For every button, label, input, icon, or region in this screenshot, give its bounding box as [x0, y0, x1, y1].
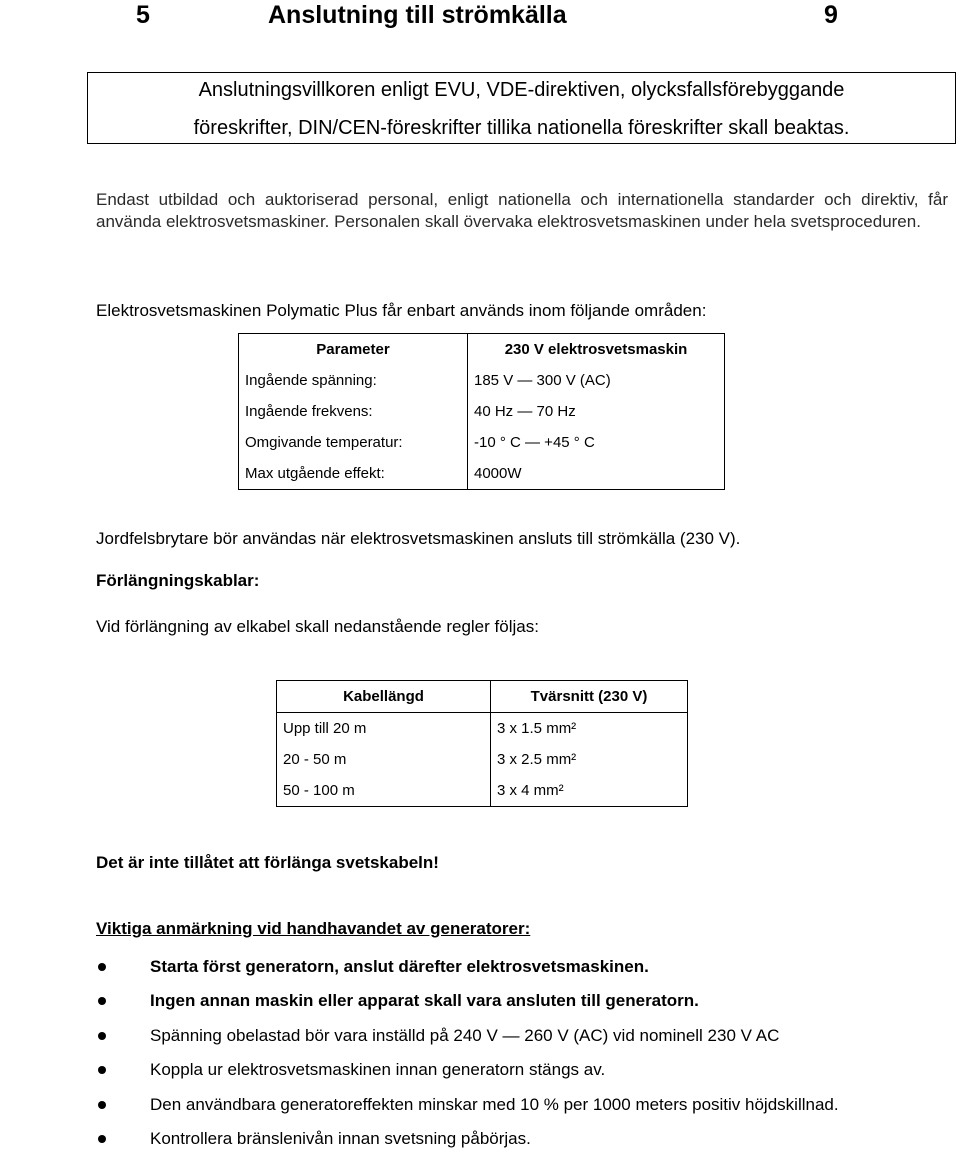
spec-table	[238, 333, 725, 490]
bullet-icon	[98, 1135, 106, 1143]
cable-table	[276, 680, 688, 807]
spec-cell: Max utgående effekt:	[239, 458, 468, 490]
list-item	[96, 950, 946, 984]
bullet-icon	[98, 997, 106, 1005]
bullet-icon	[98, 1032, 106, 1040]
cable-table-header	[277, 681, 688, 713]
spec-cell: Omgivande temperatur:	[239, 427, 468, 458]
spec-cell: 4000W	[468, 458, 725, 490]
extension-heading: Förlängningskablar:	[96, 571, 260, 590]
cable-cell: 3 x 4 mm²	[491, 775, 688, 807]
spec-header-parameter: Parameter	[239, 334, 468, 366]
bullet-icon	[98, 963, 106, 971]
table-row	[239, 365, 725, 396]
spec-cell: Ingående frekvens:	[239, 396, 468, 427]
regulations-notice-box	[87, 72, 956, 144]
cable-cell: 20 - 50 m	[277, 744, 491, 775]
cable-header-length: Kabellängd	[277, 681, 491, 713]
spec-table-header	[239, 334, 725, 366]
table-row	[239, 427, 725, 458]
rcd-note: Jordfelsbrytare bör användas när elektrosvetsmaskinen ansluts till strömkälla (230 V).	[96, 529, 741, 548]
chapter-title: Anslutning till strömkälla	[268, 1, 567, 29]
bullet-icon	[98, 1101, 106, 1109]
spec-header-machine: 230 V elektrosvetsmaskin	[468, 334, 725, 366]
generator-heading: Viktiga anmärkning vid handhavandet av generatorer:	[96, 919, 531, 938]
page-number: 9	[824, 1, 838, 29]
list-item	[96, 1019, 946, 1053]
list-item	[96, 1088, 946, 1122]
list-item	[96, 984, 946, 1018]
table-row	[239, 458, 725, 490]
cable-header-section: Tvärsnitt (230 V)	[491, 681, 688, 713]
usage-intro: Elektrosvetsmaskinen Polymatic Plus får enbart används inom följande områden:	[96, 301, 707, 320]
bullet-text: Kontrollera bränslenivån innan svetsning påbörjas.	[150, 1128, 531, 1148]
bullet-text: Ingen annan maskin eller apparat skall vara ansluten till generatorn.	[150, 991, 699, 1011]
cable-cell: 3 x 1.5 mm²	[491, 713, 688, 745]
table-row	[277, 744, 688, 775]
generator-bullet-list	[96, 950, 946, 1156]
spec-cell: 40 Hz — 70 Hz	[468, 396, 725, 427]
bullet-text: Spänning obelastad bör vara inställd på 240 V — 260 V (AC) vid nominell 230 V AC	[150, 1025, 780, 1045]
chapter-number: 5	[136, 1, 150, 29]
no-extend-warning: Det är inte tillåtet att förlänga svetskabeln!	[96, 853, 439, 872]
spec-cell: Ingående spänning:	[239, 365, 468, 396]
table-row	[277, 775, 688, 807]
cable-cell: Upp till 20 m	[277, 713, 491, 745]
table-row	[277, 713, 688, 745]
list-item	[96, 1053, 946, 1087]
bullet-icon	[98, 1066, 106, 1074]
notice-line-2: föreskrifter, DIN/CEN-föreskrifter tillika nationella föreskrifter skall beaktas.	[193, 117, 850, 139]
spec-cell: 185 V — 300 V (AC)	[468, 365, 725, 396]
cable-cell: 50 - 100 m	[277, 775, 491, 807]
bullet-text: Starta först generatorn, anslut därefter elektrosvetsmaskinen.	[150, 957, 649, 976]
bullet-text: Koppla ur elektrosvetsmaskinen innan generatorn stängs av.	[150, 1060, 606, 1080]
extension-intro: Vid förlängning av elkabel skall nedanstående regler följas:	[96, 617, 539, 636]
spec-cell: -10 ° C — +45 ° C	[468, 427, 725, 458]
notice-line-1: Anslutningsvillkoren enligt EVU, VDE-direktiven, olycksfallsförebyggande	[198, 79, 845, 101]
bullet-text: Den användbara generatoreffekten minskar med 10 % per 1000 meters positiv höjdskillnad.	[150, 1094, 839, 1114]
intro-paragraph: Endast utbildad och auktoriserad personal, enligt nationella och internationella standarder och direktiv, får använda elektrosvetsmaskiner. Personalen skall övervaka elektrosvetsmaskinen under hela svetsproceduren.	[96, 190, 948, 231]
cable-cell: 3 x 2.5 mm²	[491, 744, 688, 775]
table-row	[239, 396, 725, 427]
